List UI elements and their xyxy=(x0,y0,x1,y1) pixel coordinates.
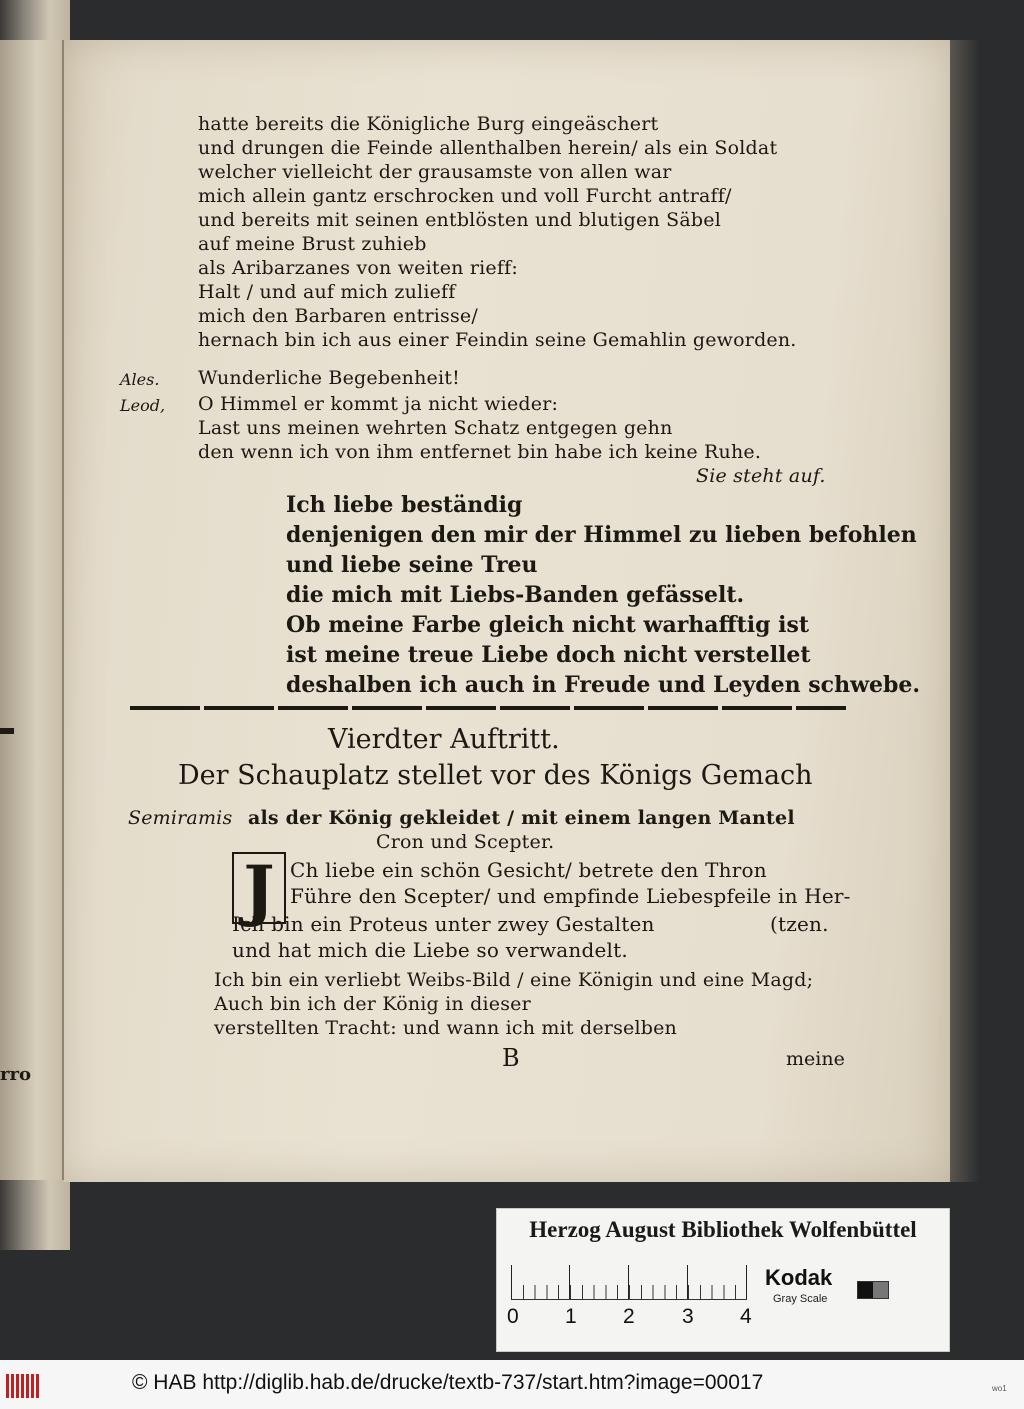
aria-line: denjenigen den mir der Himmel zu lieben befohlen xyxy=(286,522,917,548)
left-page-fragment: rro xyxy=(0,1064,31,1085)
cast-line: Cron und Scepter. xyxy=(376,831,555,853)
text-line: Führe den Scepter/ und empfinde Liebespfeile in Her- xyxy=(290,884,851,908)
text-line: und hat mich die Liebe so verwandelt. xyxy=(232,938,628,962)
ruler-number: 3 xyxy=(682,1305,694,1328)
text-line: hernach bin ich aus einer Feindin seine Gemahlin geworden. xyxy=(198,329,797,351)
copyright-url[interactable]: © HAB http://diglib.hab.de/drucke/textb-737/start.htm?image=00017 xyxy=(132,1371,764,1394)
left-page-edge xyxy=(0,40,64,1180)
text-line: als Aribarzanes von weiten rieff: xyxy=(198,257,518,279)
speaker-label: Ales. xyxy=(120,370,160,389)
signature-mark: B xyxy=(502,1044,520,1072)
text-line: Ich bin ein verliebt Weibs-Bild / eine Königin und eine Magd; xyxy=(214,969,814,991)
ruler-tick xyxy=(628,1265,629,1299)
book-page xyxy=(64,40,950,1182)
line-break-end: (tzen. xyxy=(770,912,829,936)
ruler-number: 0 xyxy=(507,1305,519,1328)
kodak-subtitle: Gray Scale xyxy=(773,1293,828,1305)
aria-line: die mich mit Liebs-Banden gefässelt. xyxy=(286,582,745,608)
hab-barcode-icon xyxy=(6,1374,40,1398)
speaker-label: Leod, xyxy=(120,396,166,415)
aria-line: und liebe seine Treu xyxy=(286,552,538,578)
text-line: mich allein gantz erschrocken und voll Furcht antraff/ xyxy=(198,185,732,207)
scene-setting: Der Schauplatz stellet vor des Königs Gemach xyxy=(178,760,813,791)
text-line: O Himmel er kommt ja nicht wieder: xyxy=(198,393,559,415)
stage-direction: Sie steht auf. xyxy=(696,465,826,487)
ruler-tick xyxy=(569,1265,570,1299)
text-line: mich den Barbaren entrisse/ xyxy=(198,305,478,327)
footer-mark: wo1 xyxy=(992,1384,1007,1393)
ruler-number: 4 xyxy=(740,1305,752,1328)
ruler-tick xyxy=(687,1265,688,1299)
text-line: Ich bin ein Proteus unter zwey Gestalten xyxy=(232,912,655,936)
color-card xyxy=(496,1208,950,1352)
decorated-initial: J xyxy=(232,852,286,924)
aria-line: ist meine treue Liebe doch nicht verstellet xyxy=(286,642,811,668)
scale-ruler xyxy=(511,1265,747,1300)
library-name: Herzog August Bibliothek Wolfenbüttel xyxy=(529,1217,917,1242)
text-line: hatte bereits die Königliche Burg eingeäschert xyxy=(198,113,659,135)
aria-line: Ob meine Farbe gleich nicht warhafftig ist xyxy=(286,612,810,638)
text-line: den wenn ich von ihm entfernet bin habe ich keine Ruhe. xyxy=(198,441,762,463)
page-shadow xyxy=(950,40,980,1182)
gray-swatch xyxy=(857,1281,889,1299)
text-line: Ch liebe ein schön Gesicht/ betrete den Thron xyxy=(290,858,767,882)
ruler-number: 1 xyxy=(565,1305,577,1328)
kodak-logo: Kodak xyxy=(765,1265,833,1290)
text-line: welcher vielleicht der grausamste von allen war xyxy=(198,161,672,183)
left-page-mark xyxy=(0,728,14,734)
page-text xyxy=(64,40,950,1182)
aria-line: Ich liebe beständig xyxy=(286,492,523,518)
aria-line: deshalben ich auch in Freude und Leyden schwebe. xyxy=(286,672,921,698)
cast-line: als der König gekleidet / mit einem langen Mantel xyxy=(248,807,795,829)
text-line: Halt / und auf mich zulieff xyxy=(198,281,456,303)
ruler-tick xyxy=(746,1265,747,1299)
text-line: Wunderliche Begebenheit! xyxy=(198,367,460,389)
section-divider xyxy=(130,706,846,710)
cast-name: Semiramis xyxy=(128,807,233,829)
text-line: verstellten Tracht: und wann ich mit derselben xyxy=(214,1017,677,1039)
text-line: und drungen die Feinde allenthalben herein/ als ein Soldat xyxy=(198,137,778,159)
text-line: Auch bin ich der König in dieser xyxy=(214,993,531,1015)
ruler-tick xyxy=(511,1265,512,1299)
text-line: und bereits mit seinen entblösten und blutigen Säbel xyxy=(198,209,721,231)
text-line: auf meine Brust zuhieb xyxy=(198,233,427,255)
catchword: meine xyxy=(786,1048,845,1070)
text-line: Last uns meinen wehrten Schatz entgegen gehn xyxy=(198,417,673,439)
ruler-number: 2 xyxy=(623,1305,635,1328)
scene-heading: Vierdter Auftritt. xyxy=(328,724,560,755)
